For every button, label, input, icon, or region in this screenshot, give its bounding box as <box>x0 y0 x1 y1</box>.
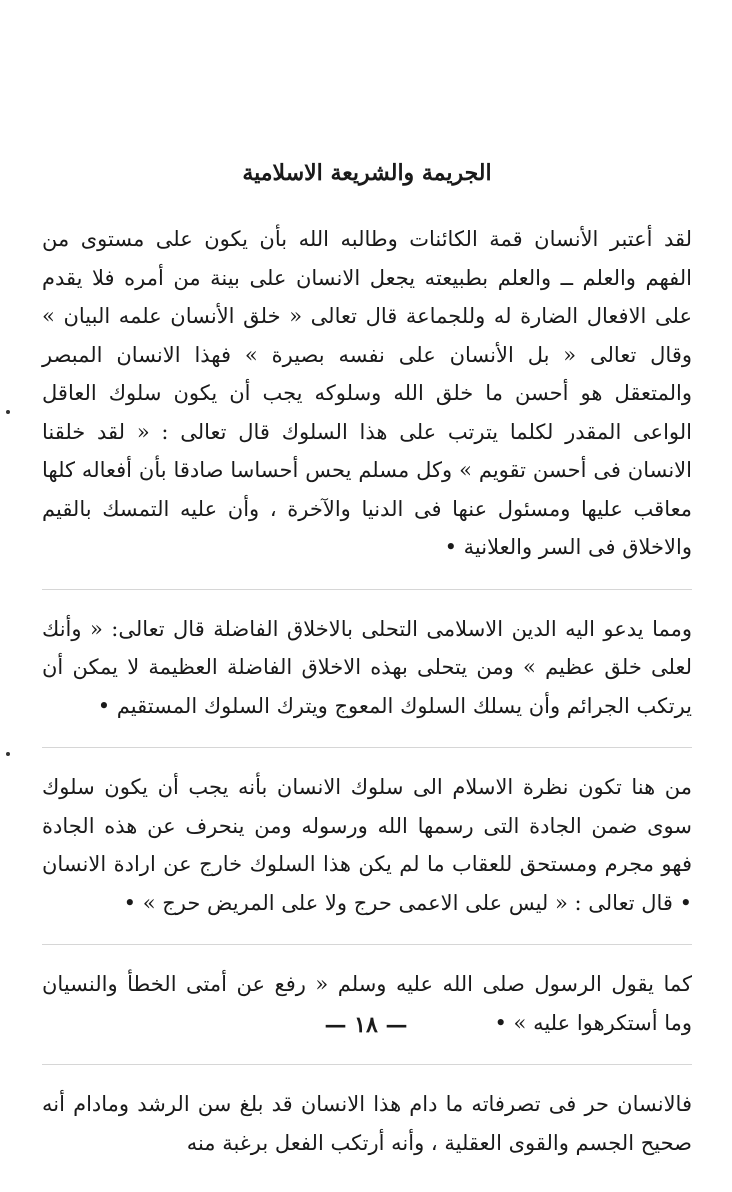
margin-mark <box>6 410 10 414</box>
margin-mark <box>6 752 10 756</box>
section-divider <box>42 589 692 590</box>
paragraph-1: لقد أعتبر الأنسان قمة الكائنات وطالبه الله بأن يكون على مستوى من الفهم والعلم ــ والعلم بطبيعته يجعل الانسان على بينة من أمره فلا يقدم على الافعال الضارة له وللجماعة قال تعالى « خلق الأنسان علمه البيان » وقال تعالى « بل الأنسان على نفسه بصيرة » فهذا الانسان المبصر والمتعقل هو أحسن ما خلق الله وسلوكه يجب أن يكون سلوك العاقل الواعى المقدر لكلما يترتب على هذا السلوك قال تعالى : « لقد خلقنا الانسان فى أحسن تقويم » وكل مسلم يحس أحساسا صادقا بأن أفعاله كلها معاقب عليها ومسئول عنها فى الدنيا والآخرة ، وأن عليه التمسك بالقيم والاخلاق فى السر والعلانية • <box>42 227 692 559</box>
paragraph-5: فالانسان حر فى تصرفاته ما دام هذا الانسان قد بلغ سن الرشد ومادام أنه صحيح الجسم والقوى العقلية ، وأنه أرتكب الفعل برغبة منه <box>42 1092 692 1155</box>
section-divider <box>42 747 692 748</box>
paragraph-2: ومما يدعو اليه الدين الاسلامى التحلى بالاخلاق الفاضلة قال تعالى: « وأنك لعلى خلق عظيم » ومن يتحلى بهذه الاخلاق الفاضلة العظيمة لا يمكن أن يرتكب الجرائم وأن يسلك السلوك المعوج ويترك السلوك المستقيم • <box>42 616 692 718</box>
page-number: — ١٨ — <box>324 1012 408 1038</box>
paragraph-3: من هنا تكون نظرة الاسلام الى سلوك الانسان بأنه يجب أن يكون سلوك سوى ضمن الجادة التى رسمها الله ورسوله ومن ينحرف عن هذه الجادة فهو مجرم ومستحق للعقاب ما لم يكن هذا السلوك خارج عن ارادة الانسان • قال تعالى : « ليس على الاعمى حرج ولا على المريض حرج » • <box>42 775 692 915</box>
running-head: الجريمة والشريعة الاسلامية <box>242 160 492 186</box>
section-divider <box>42 944 692 945</box>
section-divider <box>42 1064 692 1065</box>
paragraph-4: كما يقول الرسول صلى الله عليه وسلم « رفع عن أمتى الخطأ والنسيان وما أستكرهوا عليه » • <box>42 972 692 1035</box>
